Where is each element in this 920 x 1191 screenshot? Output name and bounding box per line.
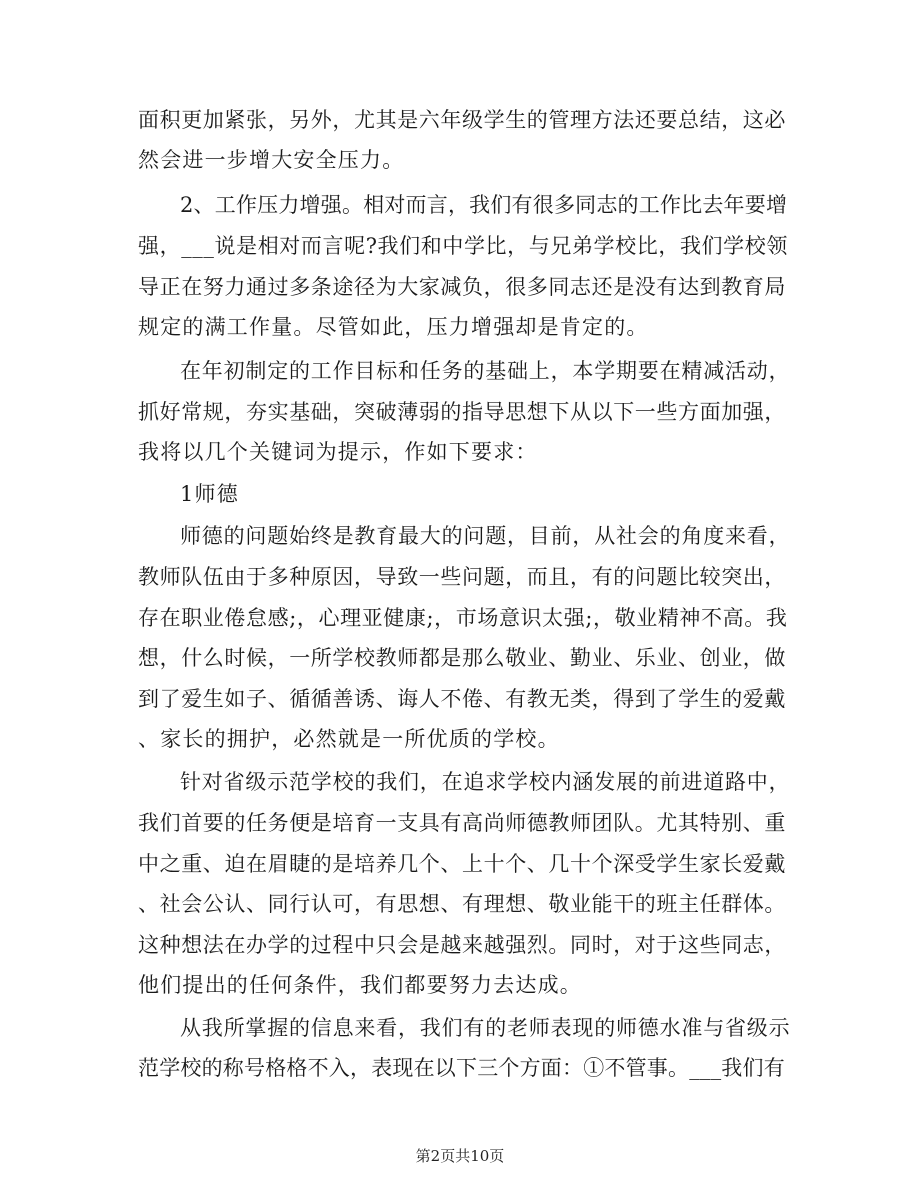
text-line: 从我所掌握的信息来看，我们有的老师表现的师德水准与省级示 (180, 1016, 791, 1040)
text-line: 导正在努力通过多条途径为大家减负，很多同志还是没有达到教育局 (138, 275, 786, 299)
text-line: 我们首要的任务便是培育一支具有高尚师德教师团队。尤其特别、重 (138, 811, 786, 835)
text-line: 2、工作压力增强。相对而言，我们有很多同志的工作比去年要增 (180, 193, 788, 217)
text-line: 这种想法在办学的过程中只会是越来越强烈。同时，对于这些同志， (138, 933, 786, 957)
text-line: 、家长的拥护，必然就是一所优质的学校。 (138, 727, 560, 751)
text-line: 然会进一步增大安全压力。 (138, 148, 405, 172)
text-line: 存在职业倦怠感;，心理亚健康;，市场意识太强;，敬业精神不高。我 (138, 606, 788, 630)
text-line: 教师队伍由于多种原因，导致一些问题，而且，有的问题比较突出， (138, 565, 786, 589)
text-line: 师德的问题始终是教育最大的问题，目前，从社会的角度来看， (180, 524, 791, 548)
text-line: 到了爱生如子、循循善诱、诲人不倦、有教无类，得到了学生的爱戴 (138, 687, 786, 711)
text-line: 范学校的称号格格不入，表现在以下三个方面：①不管事。___我们有 (138, 1056, 785, 1080)
page-number: 第2页共10页 (415, 1147, 505, 1165)
text-line: 强，___说是相对而言呢?我们和中学比，与兄弟学校比，我们学校领 (138, 234, 788, 258)
section-heading: 1师德 (180, 482, 239, 506)
text-line: 针对省级示范学校的我们，在追求学校内涵发展的前进道路中， (180, 770, 791, 794)
text-line: 他们提出的任何条件，我们都要努力去达成。 (138, 973, 582, 997)
text-line: 想，什么时候，一所学校教师都是那么敬业、勤业、乐业、创业，做 (138, 646, 786, 670)
text-line: 中之重、迫在眉睫的是培养几个、上十个、几十个深受学生家长爱戴 (138, 852, 786, 876)
text-line: 面积更加紧张，另外，尤其是六年级学生的管理方法还要总结，这必 (138, 108, 786, 132)
text-line: 在年初制定的工作目标和任务的基础上，本学期要在精减活动， (180, 359, 791, 383)
text-line: 规定的满工作量。尽管如此，压力增强却是肯定的。 (138, 315, 649, 339)
text-line: 我将以几个关键词为提示，作如下要求： (138, 440, 538, 464)
text-line: 、社会公认、同行认可，有思想、有理想、敬业能干的班主任群体。 (138, 892, 786, 916)
text-line: 抓好常规，夯实基础，突破薄弱的指导思想下从以下一些方面加强， (138, 400, 786, 424)
